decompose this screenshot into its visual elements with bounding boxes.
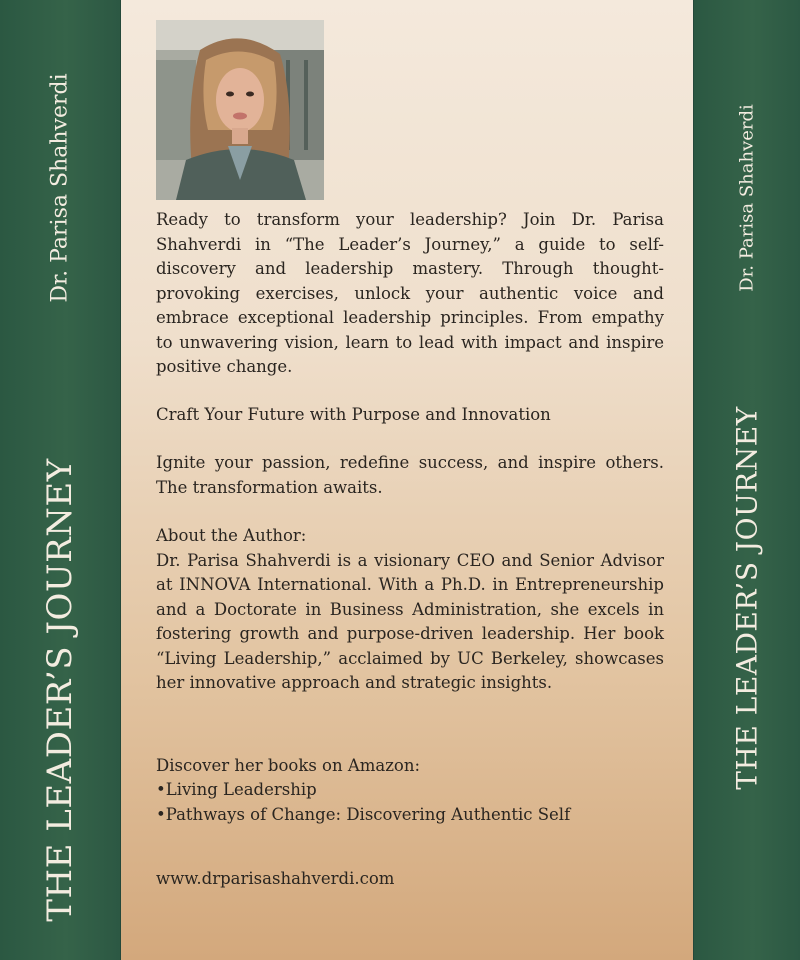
back-cover-text: [156, 208, 664, 892]
author-photo: [156, 20, 324, 200]
spine-title-right: THE LEADER’S JOURNEY: [730, 406, 764, 790]
book-item-pathways-of-change: •Pathways of Change: Discovering Authentic Self: [156, 804, 571, 824]
call-to-action: Ignite your passion, redefine success, and inspire others. The transformation awaits.: [156, 453, 664, 497]
tagline: Craft Your Future with Purpose and Innovation: [156, 404, 551, 424]
spine-author-left: Dr. Parisa Shahverdi: [47, 73, 73, 303]
about-paragraph: Dr. Parisa Shahverdi is a visionary CEO and Senior Advisor at INNOVA International. With a Ph.D. in Entrepreneurship and a Doctorate in Business Administration, she excels in fostering growth and purpose-driven leadership. Her book “Living Leadership,” acclaimed by UC Berkeley, showcases her innovative approach and strategic insights.: [156, 550, 664, 692]
book-item-living-leadership: •Living Leadership: [156, 780, 317, 799]
books-heading: Discover her books on Amazon:: [156, 755, 421, 775]
website-url[interactable]: www.drparisashahverdi.com: [156, 869, 395, 888]
back-cover: [121, 0, 693, 960]
intro-paragraph: Ready to transform your leadership? Join Dr. Parisa Shahverdi in “The Leader’s Journey,” a guide to self-discovery and leadership mastery. Through thought-provoking exercises, unlock your authentic voice and embrace exceptional leadership principles. From empathy to unwavering vision, learn to lead with impact and inspire positive change.: [156, 210, 664, 376]
about-heading: About the Author:: [156, 526, 307, 545]
right-spine: [693, 0, 800, 960]
author-portrait-illustration: [156, 20, 324, 200]
left-spine: [0, 0, 121, 960]
spine-author-right: Dr. Parisa Shahverdi: [736, 104, 758, 292]
spine-title-left: THE LEADER’S JOURNEY: [40, 458, 80, 922]
